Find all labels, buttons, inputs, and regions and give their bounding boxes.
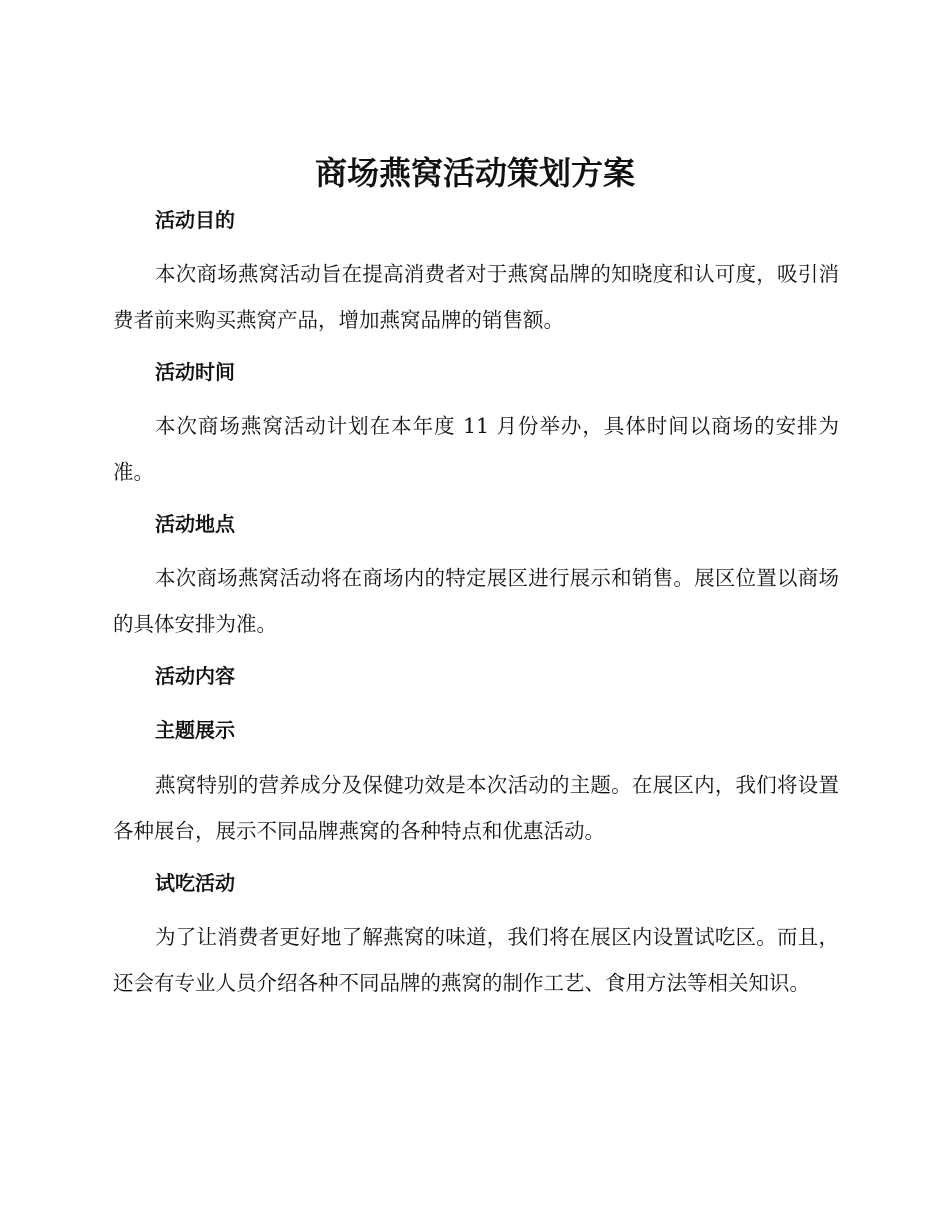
section-heading-theme: 主题展示 — [155, 718, 235, 742]
section-paragraph-time: 本次商场燕窝活动计划在本年度 11 月份举办，具体时间以商场的安排为准。 — [113, 414, 839, 484]
section-paragraph-purpose: 本次商场燕窝活动旨在提高消费者对于燕窝品牌的知晓度和认可度，吸引消费者前来购买燕窝产品，增加燕窝品牌的销售额。 — [113, 262, 839, 332]
section-heading-content: 活动内容 — [155, 664, 235, 688]
section-paragraph-theme: 燕窝特别的营养成分及保健功效是本次活动的主题。在展区内，我们将设置各种展台，展示不同品牌燕窝的各种特点和优惠活动。 — [113, 773, 839, 843]
section-heading-purpose: 活动目的 — [155, 208, 235, 232]
section-paragraph-location: 本次商场燕窝活动将在商场内的特定展区进行展示和销售。展区位置以商场的具体安排为准。 — [113, 566, 839, 636]
section-paragraph-tasting: 为了让消费者更好地了解燕窝的味道，我们将在展区内设置试吃区。而且，还会有专业人员介绍各种不同品牌的燕窝的制作工艺、食用方法等相关知识。 — [113, 925, 839, 995]
page-title: 商场燕窝活动策划方案 — [314, 154, 635, 192]
section-heading-time: 活动时间 — [155, 360, 235, 384]
section-heading-tasting: 试吃活动 — [155, 871, 235, 895]
section-heading-location: 活动地点 — [155, 512, 235, 536]
